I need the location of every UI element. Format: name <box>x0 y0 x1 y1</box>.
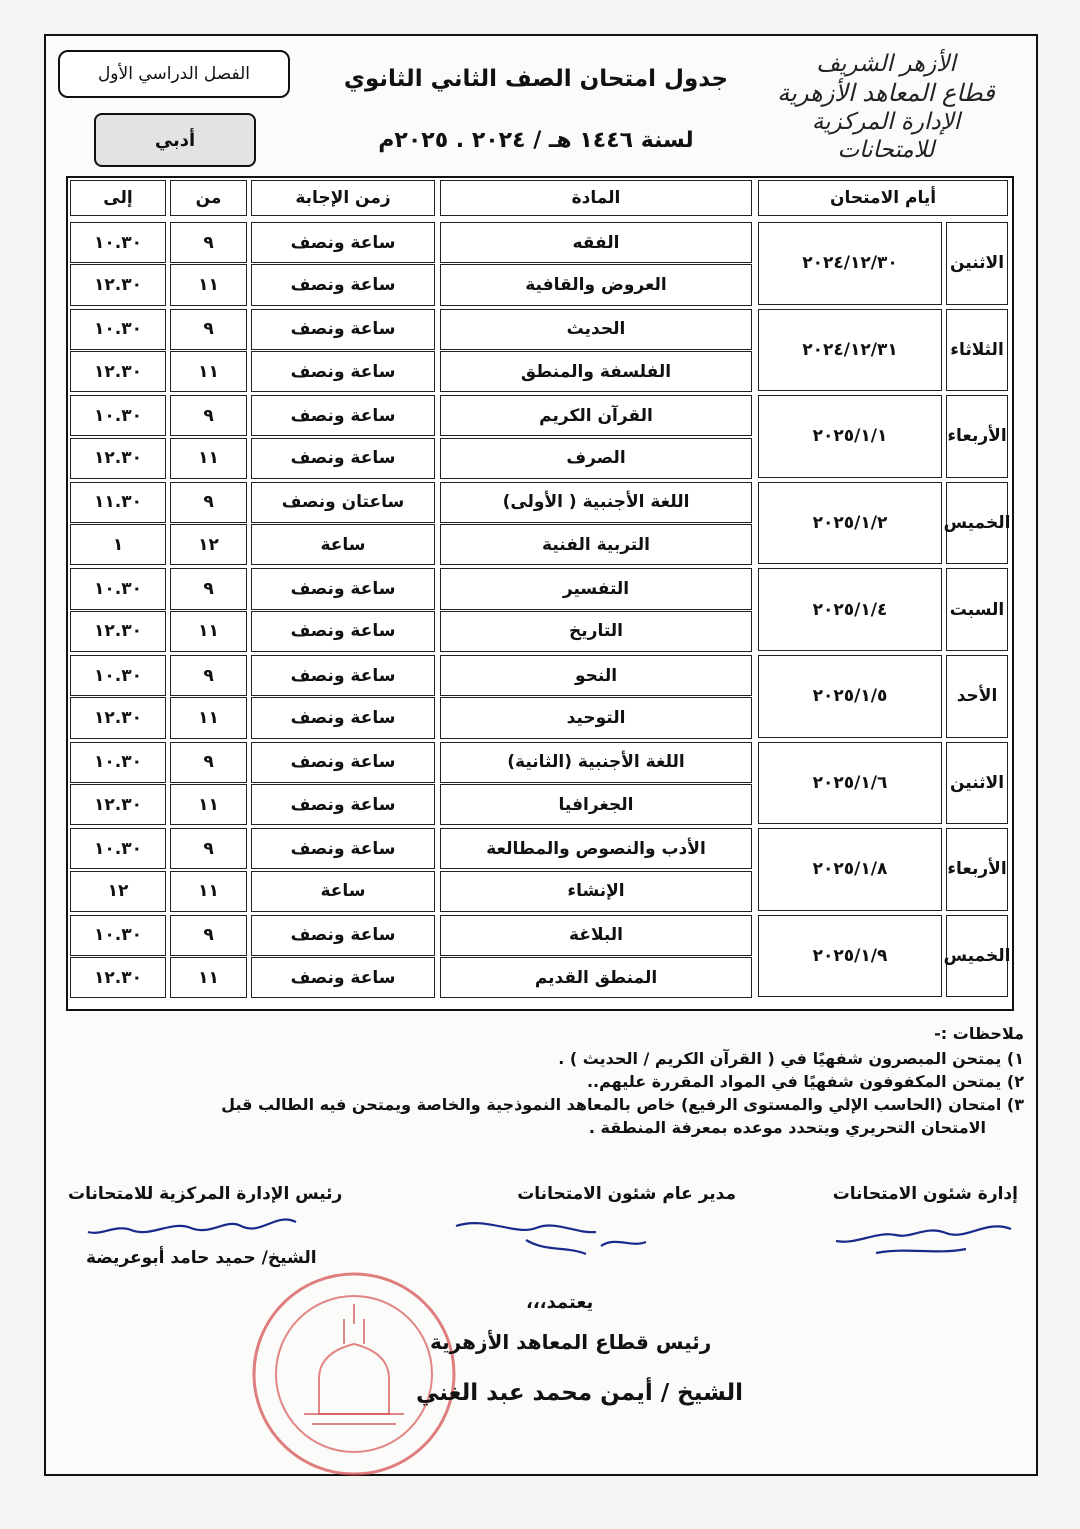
exam-day: السبت <box>946 568 1008 651</box>
letterhead-line-3: الإدارة المركزية للامتحانات <box>811 109 961 163</box>
duration-cell: ساعة ونصف <box>251 655 435 696</box>
end-time-cell: ١٠.٣٠ <box>70 395 166 436</box>
subject-cell: التفسير <box>440 568 752 609</box>
subject-cell: النحو <box>440 655 752 696</box>
subject-cell: التاريخ <box>440 611 752 652</box>
exam-date: ٢٠٢٥/١/٢ <box>758 482 942 565</box>
start-time-cell: ١١ <box>170 438 247 479</box>
start-time-cell: ٩ <box>170 742 247 783</box>
duration-cell: ساعة <box>251 871 435 912</box>
duration-cell: ساعة ونصف <box>251 264 435 305</box>
sector-head-name: الشيخ / أيمن محمد عبد الغني <box>416 1380 744 1406</box>
subject-cell: البلاغة <box>440 915 752 956</box>
start-time-cell: ٩ <box>170 309 247 350</box>
term-label: الفصل الدراسي الأول <box>58 50 290 98</box>
start-time-cell: ٩ <box>170 482 247 523</box>
end-time-cell: ١٠.٣٠ <box>70 655 166 696</box>
end-time-cell: ١٠.٣٠ <box>70 828 166 869</box>
duration-cell: ساعة ونصف <box>251 568 435 609</box>
subject-cell: اللغة الأجنبية ( الأولى) <box>440 482 752 523</box>
end-time-cell: ١٢ <box>70 871 166 912</box>
exam-day: الخميس <box>946 915 1008 998</box>
start-time-cell: ٩ <box>170 222 247 263</box>
sector-head-title: رئيس قطاع المعاهد الأزهرية <box>430 1330 712 1354</box>
start-time-cell: ١١ <box>170 697 247 738</box>
subject-cell: القرآن الكريم <box>440 395 752 436</box>
subject-cell: العروض والقافية <box>440 264 752 305</box>
end-time-cell: ١٢.٣٠ <box>70 784 166 825</box>
exam-schedule-document <box>44 34 1038 1476</box>
end-time-cell: ١٢.٣٠ <box>70 957 166 998</box>
duration-cell: ساعة ونصف <box>251 828 435 869</box>
signature-title-exam-affairs: إدارة شئون الامتحانات <box>832 1184 1018 1204</box>
start-time-cell: ١١ <box>170 871 247 912</box>
note-item: ٢) يمتحن المكفوفون شفهيًا في المواد المقررة عليهم.. <box>586 1072 1024 1091</box>
subject-cell: الفقه <box>440 222 752 263</box>
end-time-cell: ١٠.٣٠ <box>70 568 166 609</box>
exam-day: الثلاثاء <box>946 309 1008 392</box>
subject-cell: الجغرافيا <box>440 784 752 825</box>
end-time-cell: ١٢.٣٠ <box>70 264 166 305</box>
start-time-cell: ١١ <box>170 957 247 998</box>
signature-scribble-exam-affairs <box>816 1211 1026 1271</box>
duration-cell: ساعة ونصف <box>251 784 435 825</box>
duration-cell: ساعة <box>251 524 435 565</box>
duration-cell: ساعة ونصف <box>251 742 435 783</box>
end-time-cell: ١١.٣٠ <box>70 482 166 523</box>
subject-cell: الصرف <box>440 438 752 479</box>
signature-scribble-central-head <box>76 1206 316 1256</box>
start-time-cell: ١١ <box>170 264 247 305</box>
duration-cell: ساعة ونصف <box>251 957 435 998</box>
start-time-cell: ٩ <box>170 655 247 696</box>
subject-cell: الحديث <box>440 309 752 350</box>
subject-cell: المنطق القديم <box>440 957 752 998</box>
exam-date: ٢٠٢٤/١٢/٣٠ <box>758 222 942 305</box>
end-time-cell: ١٢.٣٠ <box>70 611 166 652</box>
subject-cell: التربية الفنية <box>440 524 752 565</box>
duration-cell: ساعة ونصف <box>251 438 435 479</box>
end-time-cell: ١٠.٣٠ <box>70 915 166 956</box>
start-time-cell: ٩ <box>170 395 247 436</box>
exam-date: ٢٠٢٥/١/٩ <box>758 915 942 998</box>
start-time-cell: ٩ <box>170 915 247 956</box>
subject-cell: الفلسفة والمنطق <box>440 351 752 392</box>
official-stamp-icon <box>244 1264 464 1484</box>
duration-cell: ساعة ونصف <box>251 395 435 436</box>
letterhead-line-1: الأزهر الشريف <box>816 51 956 77</box>
exam-day: الاثنين <box>946 222 1008 305</box>
schedule-table <box>66 176 1014 1011</box>
exam-day: الأحد <box>946 655 1008 738</box>
duration-cell: ساعة ونصف <box>251 222 435 263</box>
exam-date: ٢٠٢٤/١٢/٣١ <box>758 309 942 392</box>
start-time-cell: ٩ <box>170 828 247 869</box>
end-time-cell: ١٢.٣٠ <box>70 697 166 738</box>
exam-date: ٢٠٢٥/١/٨ <box>758 828 942 911</box>
end-time-cell: ١٠.٣٠ <box>70 309 166 350</box>
start-time-cell: ١١ <box>170 784 247 825</box>
start-time-cell: ١١ <box>170 611 247 652</box>
institution-letterhead <box>766 50 1006 164</box>
page-title: جدول امتحان الصف الثاني الثانوي <box>343 66 729 92</box>
end-time-cell: ١ <box>70 524 166 565</box>
track-label: أدبي <box>94 113 256 167</box>
notes-heading: ملاحظات :- <box>934 1024 1024 1043</box>
approval-label: يعتمد،،، <box>526 1292 594 1313</box>
end-time-cell: ١٠.٣٠ <box>70 222 166 263</box>
header-subject: المادة <box>440 180 752 216</box>
exam-day: الأربعاء <box>946 395 1008 478</box>
start-time-cell: ١٢ <box>170 524 247 565</box>
header-to: إلى <box>70 180 166 216</box>
exam-date: ٢٠٢٥/١/١ <box>758 395 942 478</box>
note-item: ٣) امتحان (الحاسب الإلي والمستوى الرفيع) خاص بالمعاهد النموذجية والخاصة ويمتحن فيه الطالب قبل <box>221 1095 1024 1114</box>
start-time-cell: ٩ <box>170 568 247 609</box>
duration-cell: ساعتان ونصف <box>251 482 435 523</box>
page-subtitle: لسنة ١٤٤٦ هـ / ٢٠٢٤ . ٢٠٢٥م <box>378 128 694 153</box>
header-duration: زمن الإجابة <box>251 180 435 216</box>
note-item: ١) يمتحن المبصرون شفهيًا في ( القرآن الكريم / الحديث ) . <box>558 1049 1024 1068</box>
subject-cell: الإنشاء <box>440 871 752 912</box>
header-days: أيام الامتحان <box>758 180 1008 216</box>
end-time-cell: ١٢.٣٠ <box>70 438 166 479</box>
end-time-cell: ١٠.٣٠ <box>70 742 166 783</box>
start-time-cell: ١١ <box>170 351 247 392</box>
exam-date: ٢٠٢٥/١/٦ <box>758 742 942 825</box>
end-time-cell: ١٢.٣٠ <box>70 351 166 392</box>
letterhead-line-2: قطاع المعاهد الأزهرية <box>777 79 995 107</box>
notes-section <box>76 1022 1024 1139</box>
signature-name-central-head: الشيخ/ حميد حامد أبوعريضة <box>86 1248 317 1268</box>
note-item-continuation: الامتحان التحريري ويتحدد موعده بمعرفة المنطقة . <box>588 1118 986 1137</box>
duration-cell: ساعة ونصف <box>251 351 435 392</box>
duration-cell: ساعة ونصف <box>251 697 435 738</box>
duration-cell: ساعة ونصف <box>251 611 435 652</box>
signature-title-central-head: رئيس الإدارة المركزية للامتحانات <box>68 1184 343 1204</box>
signature-title-general-manager: مدير عام شئون الامتحانات <box>517 1184 736 1204</box>
header-from: من <box>170 180 247 216</box>
exam-day: الاثنين <box>946 742 1008 825</box>
subject-cell: اللغة الأجنبية (الثانية) <box>440 742 752 783</box>
subject-cell: التوحيد <box>440 697 752 738</box>
exam-day: الخميس <box>946 482 1008 565</box>
duration-cell: ساعة ونصف <box>251 915 435 956</box>
exam-day: الأربعاء <box>946 828 1008 911</box>
exam-date: ٢٠٢٥/١/٤ <box>758 568 942 651</box>
duration-cell: ساعة ونصف <box>251 309 435 350</box>
subject-cell: الأدب والنصوص والمطالعة <box>440 828 752 869</box>
exam-date: ٢٠٢٥/١/٥ <box>758 655 942 738</box>
